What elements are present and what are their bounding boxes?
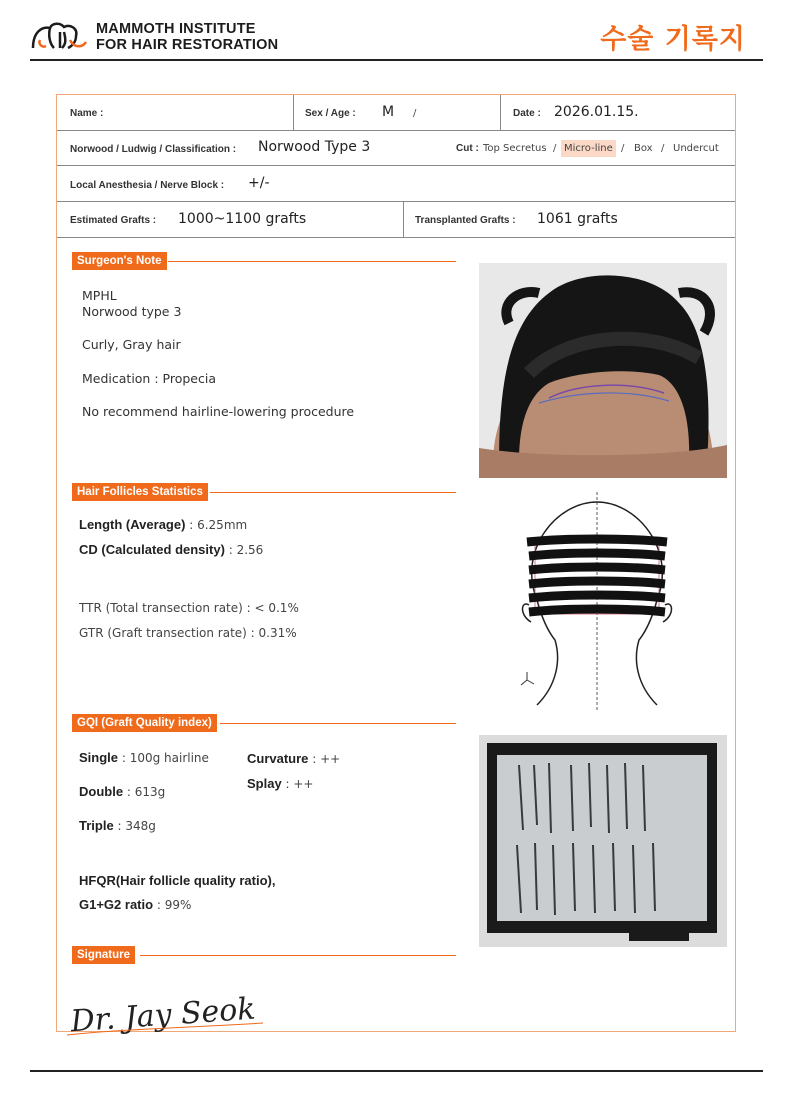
signature-title: Signature <box>72 946 135 964</box>
section-underline <box>140 955 456 956</box>
curvature-label: Curvature <box>247 751 309 766</box>
handwritten-signature <box>63 983 283 1045</box>
mammoth-logo-icon <box>30 20 90 52</box>
length-value: : 6.25mm <box>185 518 248 532</box>
divider <box>293 95 294 130</box>
cd-value: : 2.56 <box>224 543 264 557</box>
logo-text <box>96 21 278 53</box>
surgery-record-form <box>56 94 736 1040</box>
double-label: Double <box>79 784 124 799</box>
ttr-label: TTR (Total transection rate) <box>79 601 243 615</box>
sex-field[interactable]: M <box>382 104 395 120</box>
ttr-stat <box>79 601 299 615</box>
header-rule <box>30 59 763 61</box>
sex-age-label: Sex / Age : <box>305 108 356 119</box>
note-line: MPHL <box>82 288 117 303</box>
triple-value: : 348g <box>113 819 156 833</box>
anesthesia-label: Local Anesthesia / Nerve Block : <box>70 180 225 191</box>
date-field[interactable]: 2026.01.15. <box>554 104 639 120</box>
row-divider <box>57 201 735 202</box>
graft-monitor-photo <box>479 735 727 947</box>
cut-option-micro-line[interactable]: Micro-line <box>561 140 616 157</box>
anesthesia-field[interactable]: +/- <box>248 175 270 191</box>
single-value: : 100g hairline <box>118 751 209 765</box>
section-underline <box>220 723 456 724</box>
note-line: No recommend hairline-lowering procedure <box>82 404 355 419</box>
ttr-value: : < 0.1% <box>242 601 299 615</box>
name-label: Name : <box>70 108 104 119</box>
single-label: Single <box>79 750 119 765</box>
logo-line-1: MAMMOTH INSTITUTE <box>96 21 256 37</box>
follicle-stats-title: Hair Follicles Statistics <box>72 483 208 501</box>
cut-separator: / <box>553 143 557 154</box>
estimated-grafts-field[interactable]: 1000~1100 grafts <box>178 211 307 227</box>
donor-area-diagram <box>507 490 687 715</box>
ratio-value: : 99% <box>153 898 192 912</box>
curvature-stat <box>247 751 340 766</box>
gqi-title: GQI (Graft Quality index) <box>72 714 217 732</box>
cut-label: Cut : <box>456 143 479 154</box>
double-stat <box>79 784 165 799</box>
splay-stat <box>247 776 313 791</box>
cut-option-box[interactable]: Box <box>634 143 653 154</box>
cd-label: CD (Calculated density) <box>79 542 225 557</box>
ratio-label: G1+G2 ratio <box>79 897 154 912</box>
document-title: 수술 기록지 <box>600 24 746 55</box>
note-line: Medication : Propecia <box>82 371 216 386</box>
splay-value: : ++ <box>281 777 314 791</box>
norwood-field[interactable]: Norwood Type 3 <box>258 139 371 155</box>
row-divider <box>57 130 735 131</box>
length-stat <box>79 517 247 532</box>
row-divider <box>57 237 735 238</box>
estimated-grafts-label: Estimated Grafts : <box>70 215 157 226</box>
gtr-stat <box>79 626 297 640</box>
length-label: Length (Average) <box>79 517 186 532</box>
triple-label: Triple <box>79 818 114 833</box>
norwood-label: Norwood / Ludwig / Classification : <box>70 144 237 155</box>
section-underline <box>168 261 456 262</box>
cut-separator: / <box>661 143 665 154</box>
cut-option-top-secretus[interactable]: Top Secretus <box>483 143 547 154</box>
gtr-value: : 0.31% <box>246 626 297 640</box>
gtr-label: GTR (Graft transection rate) <box>79 626 247 640</box>
note-line: Curly, Gray hair <box>82 337 181 352</box>
section-underline <box>210 492 456 493</box>
divider <box>403 201 404 237</box>
cut-separator: / <box>621 143 625 154</box>
curvature-value: : ++ <box>308 752 341 766</box>
splay-label: Splay <box>247 776 282 791</box>
svg-text:Dr. Jay Seok: Dr. Jay Seok <box>69 991 257 1040</box>
hairline-photo <box>479 263 727 478</box>
ratio-stat <box>79 897 191 912</box>
logo-line-2: FOR HAIR RESTORATION <box>96 37 279 53</box>
surgeon-note-title: Surgeon's Note <box>72 252 167 270</box>
hfqr-stat <box>79 873 275 888</box>
footer-rule <box>30 1070 763 1072</box>
cd-stat <box>79 542 263 557</box>
cut-option-undercut[interactable]: Undercut <box>673 143 719 154</box>
triple-stat <box>79 818 156 833</box>
single-stat <box>79 750 209 765</box>
hfqr-label: HFQR(Hair follicle quality ratio), <box>79 873 276 888</box>
row-divider <box>57 165 735 166</box>
note-line: Norwood type 3 <box>82 304 182 319</box>
double-value: : 613g <box>123 785 166 799</box>
date-label: Date : <box>513 108 541 119</box>
age-separator: / <box>413 108 417 119</box>
transplanted-grafts-label: Transplanted Grafts : <box>415 215 516 226</box>
transplanted-grafts-field[interactable]: 1061 grafts <box>537 211 618 227</box>
divider <box>500 95 501 130</box>
